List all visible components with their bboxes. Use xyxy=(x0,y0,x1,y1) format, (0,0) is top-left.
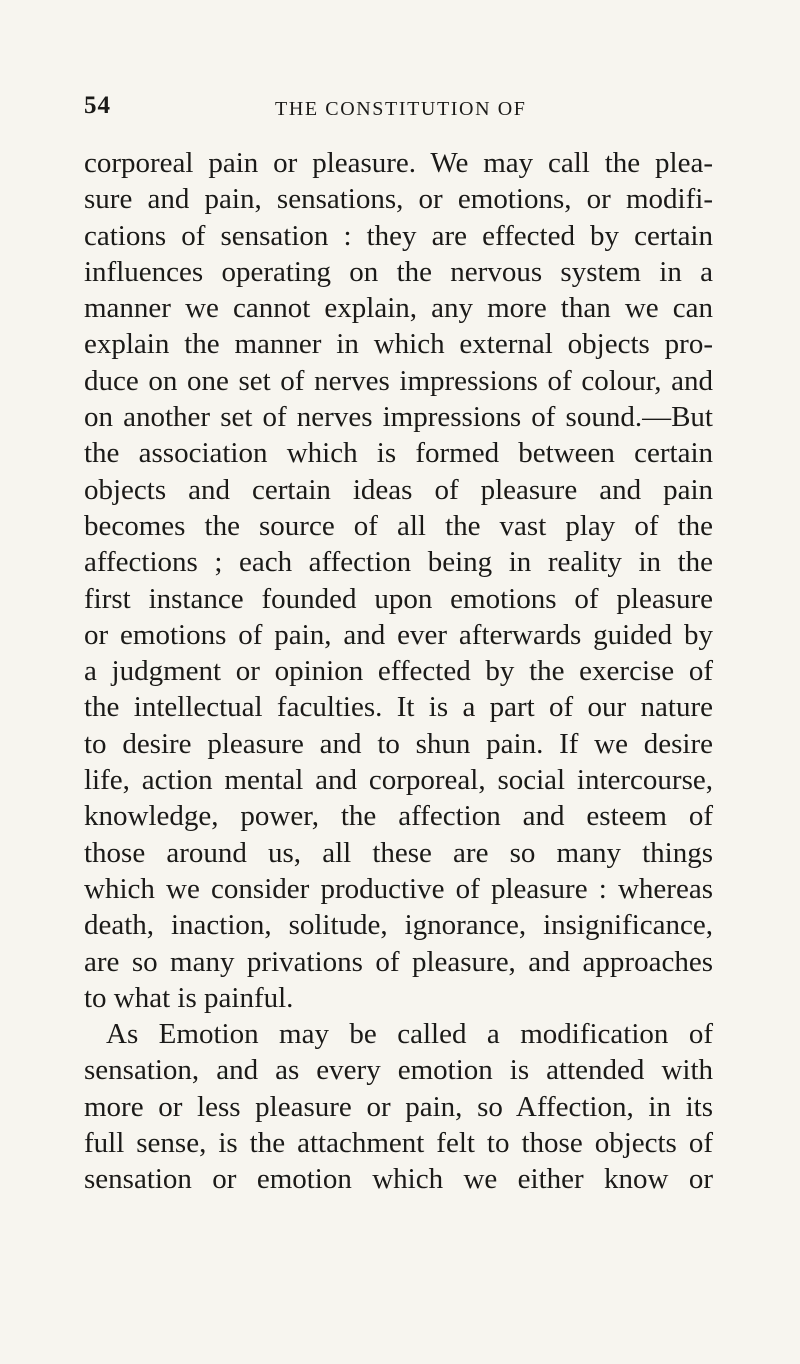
text-line: more or less pleasure or pain, so Affection, in its xyxy=(84,1090,713,1123)
text-line: which we consider productive of pleasure : whereas xyxy=(84,872,713,905)
text-line: duce on one set of nerves impressions of colour, and xyxy=(84,364,713,397)
page-number: 54 xyxy=(84,92,111,119)
text-line: sure and pain, sensations, or emotions, or modifi- xyxy=(84,183,713,216)
text-line: those around us, all these are so many things xyxy=(84,836,713,869)
text-line: the association which is formed between certain xyxy=(84,437,713,470)
text-line: to desire pleasure and to shun pain. If we desire xyxy=(84,727,713,760)
text-line: explain the manner in which external objects pro- xyxy=(84,328,713,361)
text-line: sensation, and as every emotion is attended with xyxy=(84,1054,713,1087)
text-line: or emotions of pain, and ever afterwards guided by xyxy=(84,618,713,651)
running-title: THE CONSTITUTION OF xyxy=(275,98,527,120)
text-line: are so many privations of pleasure, and approaches xyxy=(84,945,713,978)
text-line: first instance founded upon emotions of pleasure xyxy=(84,582,713,615)
text-line: influences operating on the nervous system in a xyxy=(84,255,713,288)
text-line: manner we cannot explain, any more than we can xyxy=(84,292,713,325)
text-line: life, action mental and corporeal, social intercourse, xyxy=(84,764,713,797)
text-line: knowledge, power, the affection and esteem of xyxy=(84,800,713,833)
text-line: the intellectual faculties. It is a part of our nature xyxy=(84,691,713,724)
text-line: to what is painful. xyxy=(84,981,294,1014)
text-line: corporeal pain or pleasure. We may call the plea- xyxy=(84,147,713,179)
text-line: on another set of nerves impressions of sound.—But xyxy=(84,401,713,434)
text-line: cations of sensation : they are effected by certain xyxy=(84,219,713,252)
paragraph-2 xyxy=(84,1016,713,1197)
text-line: objects and certain ideas of pleasure and pain xyxy=(84,473,713,506)
text-line: death, inaction, solitude, ignorance, insignificance, xyxy=(84,909,713,942)
text-line: a judgment or opinion effected by the exercise of xyxy=(84,655,713,688)
text-line: becomes the source of all the vast play of the xyxy=(84,509,713,542)
text-line: affections ; each affection being in reality in the xyxy=(84,546,713,579)
text-line: full sense, is the attachment felt to those objects of xyxy=(84,1127,713,1160)
text-line: As Emotion may be called a modification of xyxy=(106,1018,713,1051)
text-line: sensation or emotion which we either know or xyxy=(84,1163,713,1196)
body-text xyxy=(84,145,713,1198)
paragraph-1 xyxy=(84,145,713,1016)
